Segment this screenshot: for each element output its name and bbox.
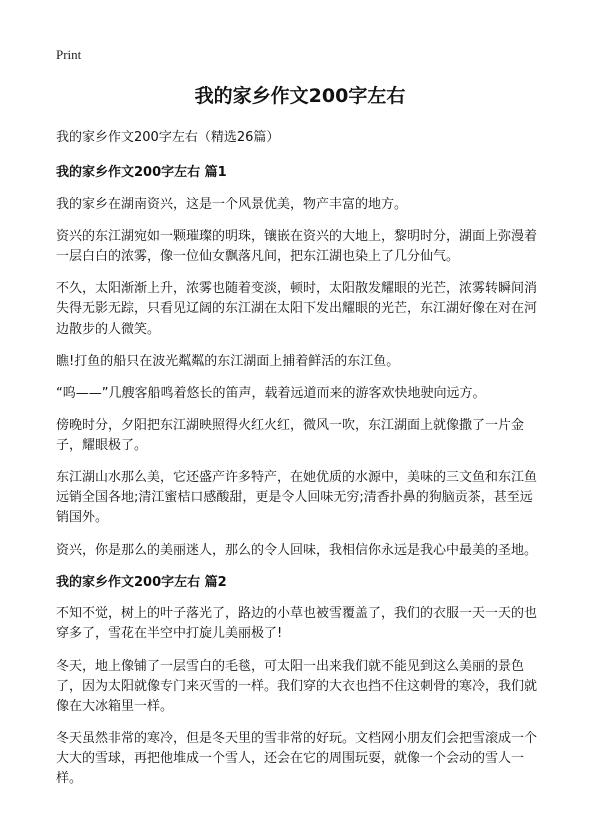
paragraph: 傍晚时分，夕阳把东江湖映照得火红火红，微风一吹，东江湖面上就像撒了一片金子，耀眼极了。 [56, 417, 525, 454]
paragraph: 我的家乡在湖南资兴，这是一个风景优美，物产丰富的地方。 [56, 196, 408, 212]
paragraph: 冬天，地上像铺了一层雪白的毛毯，可太阳一出来我们就不能见到这么美丽的景色了，因为太阳就像专门来灭雪的一样。我们穿的大衣也挡不住这刺骨的寒冷，我们就像在大冰箱里一样。 [56, 658, 538, 714]
paragraph: 冬天虽然非常的寒冷，但是冬天里的雪非常的好玩。文档网小朋友们会把雪滚成一个大大的雪球，再把他堆成一个雪人，还会在它的周围玩耍，就像一个会动的雪人一样。 [56, 730, 538, 787]
document-title: 我的家乡作文200字左右 [194, 85, 406, 107]
paragraph: 资兴的东江湖宛如一颗璀璨的明珠，镶嵌在资兴的大地上，黎明时分，湖面上弥漫着一层白白的浓雾，像一位仙女飘落凡间，把东江湖也染上了几分仙气。 [56, 228, 538, 265]
paragraph: 瞧!打鱼的船只在波光粼粼的东江湖面上捕着鲜活的东江鱼。 [56, 353, 400, 369]
essay-section-2 [56, 573, 544, 790]
print-link[interactable]: Print [56, 47, 82, 62]
essay-section-1 [56, 163, 544, 560]
section-heading: 我的家乡作文200字左右 篇2 [56, 574, 227, 590]
paragraph: 不久，太阳渐渐上升，浓雾也随着变淡，顿时，太阳散发耀眼的光芒，浓雾转瞬间消失得无影无踪，只看见辽阔的东江湖在太阳下发出耀眼的光芒，东江湖好像在对在河边散步的人微笑。 [56, 281, 538, 337]
paragraph: 不知不觉，树上的叶子落光了，路边的小草也被雪覆盖了，我们的衣服一天一天的也穿多了，雪花在半空中打旋儿美丽极了! [56, 606, 538, 642]
paragraph: “呜——”几艘客船鸣着悠长的笛声，载着远道而来的游客欢快地驶向远方。 [56, 385, 486, 401]
paragraph: 资兴，你是那么的美丽迷人，那么的令人回味，我相信你永远是我心中最美的圣地。 [56, 542, 538, 558]
paragraph: 东江湖山水那么美，它还盛产许多特产，在她优质的水源中，美味的三文鱼和东江鱼远销全国各地;清江蜜桔口感酸甜，更是令人回味无穷;清香扑鼻的狗脑贡茶，甚至远销国外。 [56, 470, 538, 526]
document-subtitle: 我的家乡作文200字左右（精选26篇） [56, 129, 280, 145]
section-heading: 我的家乡作文200字左右 篇1 [56, 165, 227, 181]
